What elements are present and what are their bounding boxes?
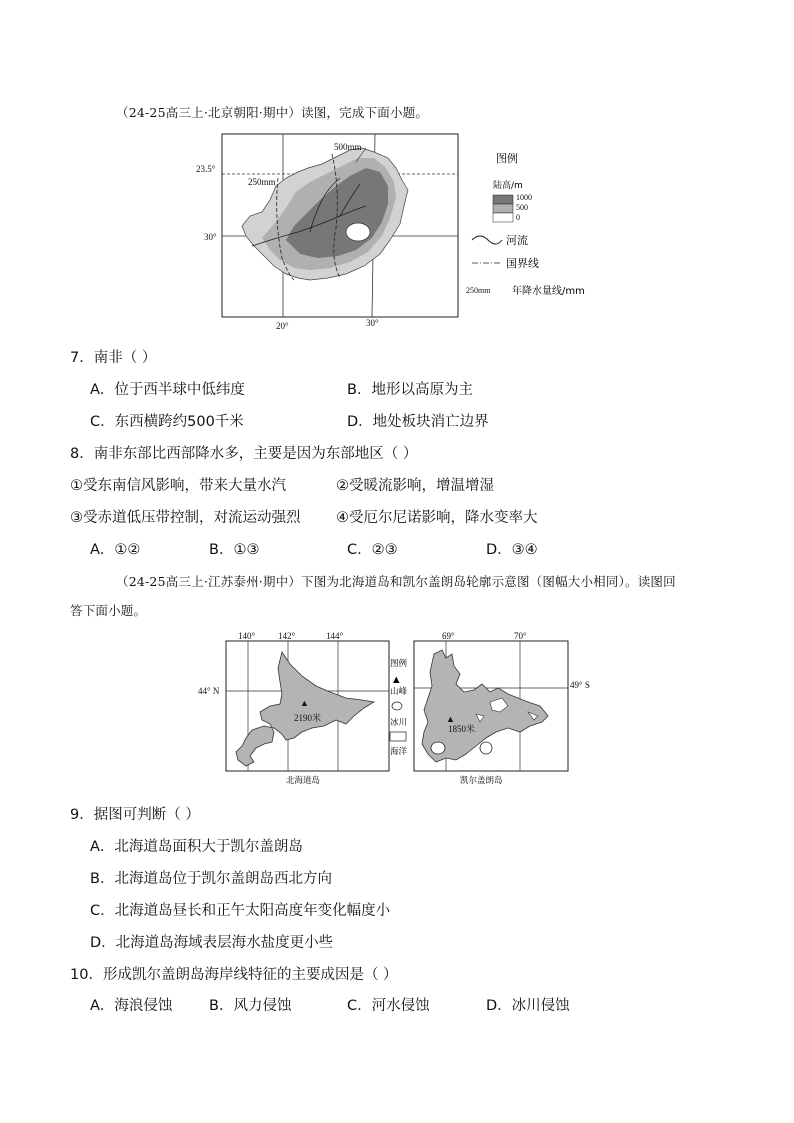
legend-ocean-icon — [390, 732, 406, 741]
kerguelen-peak-icon: ▲ — [446, 714, 455, 724]
q10-stem: 10．形成凯尔盖朗岛海岸线特征的主要成因是（ ） — [70, 967, 398, 983]
kerguelen-lon-69: 69° — [442, 631, 455, 641]
isohyet-label-500: 500mm — [334, 142, 362, 152]
legend-swatch-low — [493, 213, 513, 222]
legend-peak: 山峰 — [390, 687, 408, 697]
q10-option-a[interactable]: A．海浪侵蚀 — [90, 998, 173, 1014]
q9-stem: 9．据图可判断（ ） — [70, 807, 200, 823]
legend-isohyet-sample: 250mm — [466, 286, 491, 295]
q8-option-d[interactable]: D．③④ — [486, 542, 538, 558]
q7-option-d[interactable]: D．地处板块消亡边界 — [347, 414, 489, 430]
group2-intro-line2: 答下面小题。 — [70, 603, 147, 618]
group1-intro: （24-25高三上·北京朝阳·期中）读图，完成下面小题。 — [116, 105, 429, 120]
legend-swatch-mid — [493, 204, 513, 213]
lon-label-20: 20° — [276, 321, 289, 331]
legend-title: 图例 — [496, 152, 518, 165]
island-legend-title: 图例 — [390, 659, 408, 669]
lat-label-23-5: 23.5° — [196, 164, 216, 174]
q7-option-b[interactable]: B．地形以高原为主 — [347, 382, 473, 398]
q7-option-c[interactable]: C．东西横跨约500千米 — [90, 414, 244, 430]
q8-item-1: ①受东南信风影响，带来大量水汽 — [70, 478, 286, 494]
q8-item-3: ③受赤道低压带控制，对流运动强烈 — [70, 510, 301, 526]
q8-option-c[interactable]: C．②③ — [347, 542, 398, 558]
kerguelen-peak-label: 1850米 — [448, 724, 476, 734]
q10-option-b[interactable]: B．风力侵蚀 — [209, 998, 292, 1014]
south-africa-map — [190, 128, 620, 331]
hokkaido-map — [198, 631, 389, 786]
legend-glacier: 冰川 — [390, 718, 408, 728]
legend-river-icon — [472, 236, 502, 244]
q7-stem: 7．南非（ ） — [70, 350, 157, 366]
legend-border: 国界线 — [506, 257, 539, 270]
legend-ocean: 海洋 — [390, 747, 408, 757]
legend-elev-500: 500 — [516, 203, 528, 212]
legend-river: 河流 — [506, 234, 528, 247]
legend-swatch-high — [493, 195, 513, 204]
kerguelen-lon-70: 70° — [514, 631, 527, 641]
kerguelen-lat-49s: 49° S — [570, 680, 590, 690]
group2-intro-line1: （24-25高三上·江苏泰州·期中）下图为北海道岛和凯尔盖朗岛轮廓示意图（图幅大小相同）。读图回 — [116, 574, 676, 589]
q7-option-a[interactable]: A．位于西半球中低纬度 — [90, 382, 245, 398]
kerguelen-map — [414, 631, 590, 786]
q9-option-b[interactable]: B．北海道岛位于凯尔盖朗岛西北方向 — [90, 871, 332, 887]
kerguelen-caption: 凯尔盖朗岛 — [460, 776, 503, 786]
isohyet-label-250: 250mm — [248, 177, 276, 187]
q8-item-4: ④受厄尔尼诺影响，降水变率大 — [336, 510, 538, 526]
hokkaido-peak-icon: ▲ — [300, 698, 309, 708]
lon-label-30: 30° — [366, 318, 379, 328]
lat-label-30: 30° — [204, 232, 217, 242]
legend-isohyet: 年降水量线/mm — [512, 286, 585, 297]
q8-option-b[interactable]: B．①③ — [209, 542, 260, 558]
legend-glacier-icon — [392, 702, 402, 710]
legend-elevation-title: 陆高/m — [493, 181, 523, 191]
hokkaido-lat-44n: 44° N — [198, 686, 220, 696]
legend-elev-1000: 1000 — [516, 193, 532, 202]
q8-stem: 8．南非东部比西部降水多，主要是因为东部地区（ ） — [70, 446, 418, 462]
q10-option-c[interactable]: C．河水侵蚀 — [347, 998, 430, 1014]
q8-item-2: ②受暖流影响，增温增湿 — [336, 478, 494, 494]
q10-option-d[interactable]: D．冰川侵蚀 — [486, 998, 570, 1014]
island-legend — [390, 658, 408, 757]
hokkaido-lon-140: 140° — [238, 631, 256, 641]
hokkaido-caption: 北海道岛 — [286, 776, 321, 786]
legend-peak-icon: ▲ — [393, 675, 400, 685]
q9-option-c[interactable]: C．北海道岛昼长和正午太阳高度年变化幅度小 — [90, 903, 391, 919]
island-maps — [190, 628, 610, 788]
hokkaido-peak-label: 2190米 — [294, 713, 322, 723]
q9-option-a[interactable]: A．北海道岛面积大于凯尔盖朗岛 — [90, 839, 303, 855]
hokkaido-lon-142: 142° — [278, 631, 296, 641]
q8-option-a[interactable]: A．①② — [90, 542, 141, 558]
q9-option-d[interactable]: D．北海道岛海域表层海水盐度更小些 — [90, 935, 334, 951]
legend-elev-0: 0 — [516, 213, 520, 222]
hokkaido-lon-144: 144° — [326, 631, 344, 641]
